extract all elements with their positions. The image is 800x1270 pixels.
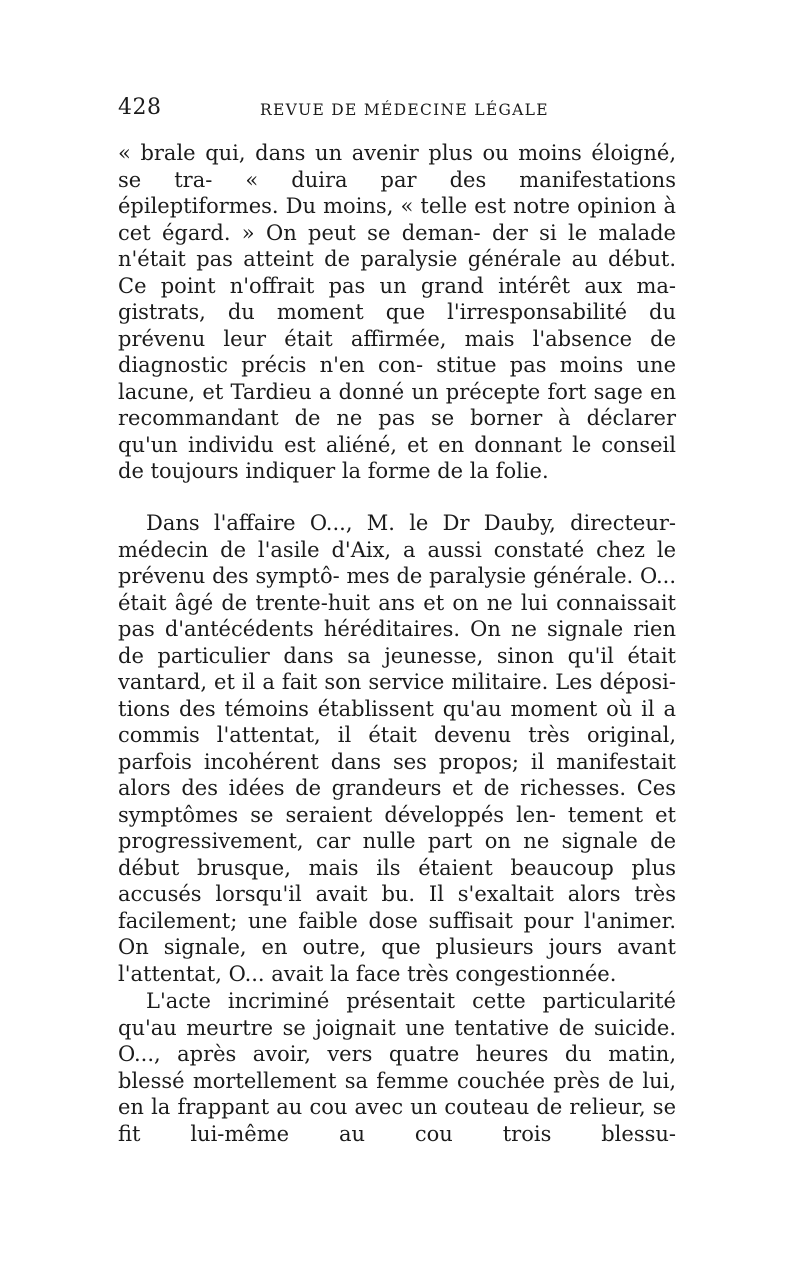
page-header xyxy=(118,95,678,125)
paragraph-affaire-o: Dans l'affaire O..., M. le Dr Dauby, directeur-médecin de l'asile d'Aix, a aussi constaté chez le prévenu des symptô- mes de paralysie générale. O... était âgé de trente-huit ans et on ne lui connaissait pas d'antécédents héréditaires. On ne signale rien de particulier dans sa jeunesse, sinon qu'il était vantard, et il a fait son service militaire. Les déposi- tions des témoins établissent qu'au moment où il a commis l'attentat, il était devenu très original, parfois incohérent dans ses propos; il manifestait alors des idées de grandeurs et de richesses. Ces symptômes se seraient développés len- tement et progressivement, car nulle part on ne signale de début brusque, mais ils étaient beaucoup plus accusés lorsqu'il avait bu. Il s'exaltait alors très facilement; une faible dose suffisait pour l'animer. On signale, en outre, que plusieurs jours avant l'attentat, O... avait la face très congestionnée. xyxy=(118,511,676,986)
paragraph-continuation: « brale qui, dans un avenir plus ou moins éloigné, se tra- « duira par des manifestations épileptiformes. Du moins, « telle est notre opinion à cet égard. » On peut se deman- der si le malade n'était pas atteint de paralysie générale au début. Ce point n'offrait pas un grand intérêt aux ma- gistrats, du moment que l'irresponsabilité du prévenu leur était affirmée, mais l'absence de diagnostic précis n'en con- stitue pas moins une lacune, et Tardieu a donné un précepte fort sage en recommandant de ne pas se borner à déclarer qu'un individu est aliéné, et en donnant le conseil de toujours indiquer la forme de la folie. xyxy=(118,141,676,483)
page-number: 428 xyxy=(118,95,162,120)
paragraph-acte-incrimine: L'acte incriminé présentait cette particularité qu'au meurtre se joignait une tentative de suicide. O..., après avoir, vers quatre heures du matin, blessé mortellement sa femme couchée près de lui, en la frappant au cou avec un couteau de relieur, se fit lui-même au cou trois blessu- xyxy=(118,989,676,1146)
page-stain xyxy=(150,462,500,502)
running-title: REVUE DE MÉDECINE LÉGALE xyxy=(260,101,549,119)
